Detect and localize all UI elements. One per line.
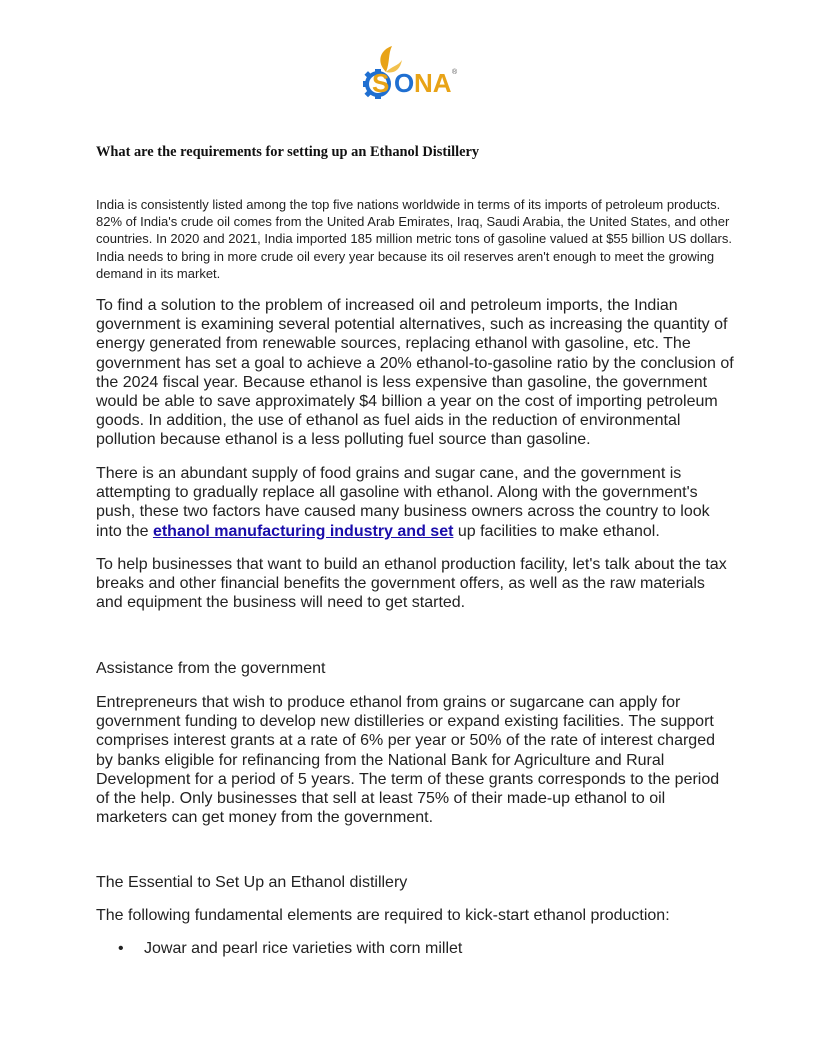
page-title: What are the requirements for setting up an Ethanol Distillery — [96, 144, 480, 160]
paragraph-government-alternatives: To find a solution to the problem of increased oil and petroleum imports, the Indian government is examining several potential alternatives, such as increasing the quantity of energy generated from renewable sources, replacing ethanol with gasoline, etc. The government has set a goal to achieve a 20% ethanol-to-gasoline ratio by the conclusion of the 2024 fiscal year. Because ethanol is less expensive than gasoline, the government would be able to save approximately $4 billion a year on the cost of importing petroleum goods. In addition, the use of ethanol as fuel aids in the reduction of environmental pollution because ethanol is a less polluting fuel source than gasoline. — [96, 297, 734, 449]
paragraph-tax-breaks: To help businesses that want to build an ethanol production facility, let's talk about the tax breaks and other financial benefits the government offers, as well as the raw materials and equipment the business will need to get started. — [96, 556, 727, 612]
list-item — [118, 939, 462, 958]
logo-letter-s: S — [372, 68, 390, 98]
paragraph-food-grains — [96, 464, 736, 541]
paragraph-assistance: Entrepreneurs that wish to produce ethanol from grains or sugarcane can apply for government funding to develop new distilleries or expand existing facilities. The support comprises interest grants at a rate of 6% per year or 50% of the rate of interest charged by banks eligible for refinancing from the National Bank for Agriculture and Rural Development for a period of 5 years. The term of these grants corresponds to the period of the help. Only businesses that sell at least 75% of their made-up ethanol to oil marketers can get money from the government. — [96, 694, 720, 827]
list-item-text: Jowar and pearl rice varieties with corn millet — [144, 940, 463, 957]
essentials-list — [118, 939, 462, 958]
sona-logo — [358, 44, 462, 102]
ethanol-industry-link[interactable]: ethanol manufacturing industry and set — [152, 522, 454, 540]
logo-letters-na: NA — [414, 68, 452, 98]
paragraph-text: There is an abundant supply of food grains and sugar cane, and the government is attempting to gradually replace all gasoline with ethanol. Along with the government's push, these two factors have caused many business owners across the country to look into the — [96, 465, 710, 540]
section-title-essentials: The Essential to Set Up an Ethanol distillery — [96, 874, 408, 891]
paragraph-text: up facilities to make ethanol. — [453, 522, 660, 540]
section-title-assistance: Assistance from the government — [96, 660, 326, 677]
bullet-icon: • — [118, 940, 124, 957]
paragraph-essentials-intro: The following fundamental elements are required to kick-start ethanol production: — [96, 907, 670, 924]
logo-letter-o: O — [394, 68, 415, 98]
registered-mark: ® — [452, 69, 458, 76]
intro-paragraph: India is consistently listed among the top five nations worldwide in terms of its imports of petroleum products. 82% of India's crude oil comes from the United Arab Emirates, Iraq, Saudi Arabia, the United States, and other countries. In 2020 and 2021, India imported 185 million metric tons of gasoline valued at $55 billion US dollars. India needs to bring in more crude oil every year because its oil reserves aren't enough to meet the growing demand in its market. — [96, 197, 732, 281]
